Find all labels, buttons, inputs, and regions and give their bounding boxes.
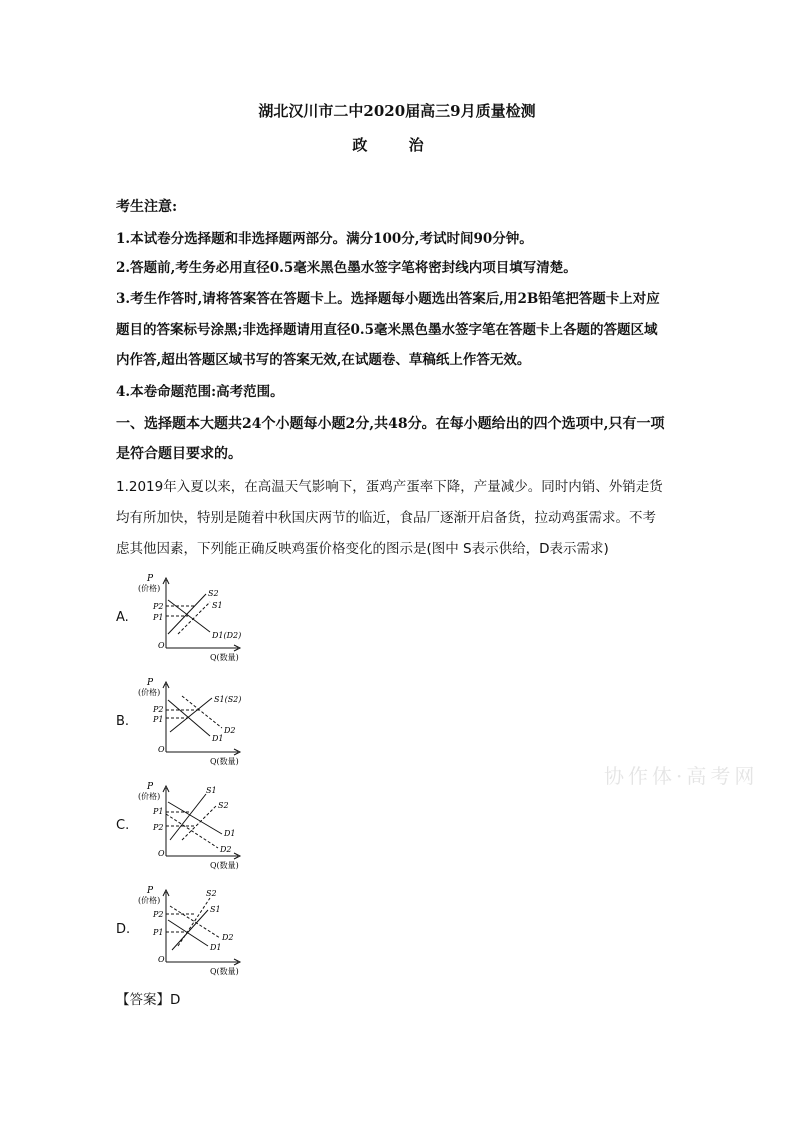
demand-curve-label-lower: D1 <box>212 734 224 743</box>
origin-label: O <box>158 641 165 650</box>
answer-line: 【答案】D <box>116 992 181 1008</box>
option-a-graph <box>138 572 258 664</box>
note-line-6: 4.本卷命题范围:高考范围。 <box>116 384 284 400</box>
origin-label: O <box>158 955 165 964</box>
supply-curve-label-lower: S2 <box>218 801 229 810</box>
x-axis-label: Q(数量) <box>210 757 239 766</box>
question-line-1: 1.2019年入夏以来，在高温天气影响下，蛋鸡产蛋率下降，产量减少。同时内销、外销走货 <box>116 479 663 495</box>
demand-curve-label-upper: D2 <box>224 726 236 735</box>
notes-heading: 考生注意: <box>116 199 178 215</box>
y-axis-symbol: P <box>147 886 154 896</box>
demand-curve-label: D1(D2) <box>212 631 242 640</box>
note-line-2: 2.答题前,考生务必用直径0.5毫米黑色墨水签字笔将密封线内项目填写清楚。 <box>116 260 577 276</box>
origin-label: O <box>158 849 165 858</box>
price-label-top: P2 <box>153 602 164 611</box>
watermark: 协作体·高考网 <box>604 764 759 788</box>
supply-curve-label-lower: S1 <box>212 601 223 610</box>
demand-curve-label-upper: D2 <box>222 933 234 942</box>
supply-curve-label-upper: S1 <box>206 786 217 795</box>
y-axis-unit: (价格) <box>138 584 161 593</box>
option-d-label: D. <box>116 922 131 937</box>
demand-curve-label-upper: D1 <box>224 829 236 838</box>
exam-title: 湖北汉川市二中2020届高三9月质量检测 <box>258 102 536 120</box>
supply-curve-label-lower: S1 <box>210 905 221 914</box>
option-b-graph <box>138 676 258 768</box>
price-label-top: P1 <box>153 807 164 816</box>
supply-curve-label: S1(S2) <box>214 695 242 704</box>
option-c-label: C. <box>116 818 130 833</box>
demand-curve-label-lower: D1 <box>210 943 222 952</box>
x-axis-label: Q(数量) <box>210 861 239 870</box>
price-label-bottom: P1 <box>153 715 164 724</box>
y-axis-unit: (价格) <box>138 792 161 801</box>
demand-curve-label-lower: D2 <box>220 845 232 854</box>
x-axis-label: Q(数量) <box>210 653 239 662</box>
y-axis-symbol: P <box>147 782 154 792</box>
exam-subject: 政 治 <box>352 136 442 154</box>
y-axis-symbol: P <box>147 574 154 584</box>
price-label-top: P2 <box>153 910 164 919</box>
note-line-4: 题目的答案标号涂黑;非选择题请用直径0.5毫米黑色墨水签字笔在答题卡上各题的答题区域 <box>116 322 658 338</box>
section-instruction-2: 是符合题目要求的。 <box>116 446 242 462</box>
supply-curve-label-upper: S2 <box>206 889 217 898</box>
question-line-3: 虑其他因素，下列能正确反映鸡蛋价格变化的图示是(图中 S表示供给，D表示需求) <box>116 541 609 557</box>
option-d-graph <box>138 884 258 978</box>
note-line-5: 内作答,超出答题区域书写的答案无效,在试题卷、草稿纸上作答无效。 <box>116 352 531 368</box>
price-label-bottom: P1 <box>153 613 164 622</box>
option-a-label: A. <box>116 610 129 625</box>
y-axis-unit: (价格) <box>138 896 161 905</box>
price-label-top: P2 <box>153 705 164 714</box>
option-b-label: B. <box>116 714 130 729</box>
y-axis-symbol: P <box>147 678 154 688</box>
section-instruction-1: 一、选择题本大题共24个小题每小题2分,共48分。在每小题给出的四个选项中,只有一项 <box>116 416 665 432</box>
note-line-3: 3.考生作答时,请将答案答在答题卡上。选择题每小题选出答案后,用2B铅笔把答题卡上对应 <box>116 291 660 307</box>
y-axis-unit: (价格) <box>138 688 161 697</box>
price-label-bottom: P2 <box>153 823 164 832</box>
supply-curve-label-upper: S2 <box>208 589 219 598</box>
note-line-1: 1.本试卷分选择题和非选择题两部分。满分100分,考试时间90分钟。 <box>116 231 533 247</box>
option-c-graph <box>138 780 258 872</box>
question-line-2: 均有所加快，特别是随着中秋国庆两节的临近，食品厂逐渐开启备货，拉动鸡蛋需求。不考 <box>116 510 656 526</box>
x-axis-label: Q(数量) <box>210 967 239 976</box>
price-label-bottom: P1 <box>153 928 164 937</box>
origin-label: O <box>158 745 165 754</box>
